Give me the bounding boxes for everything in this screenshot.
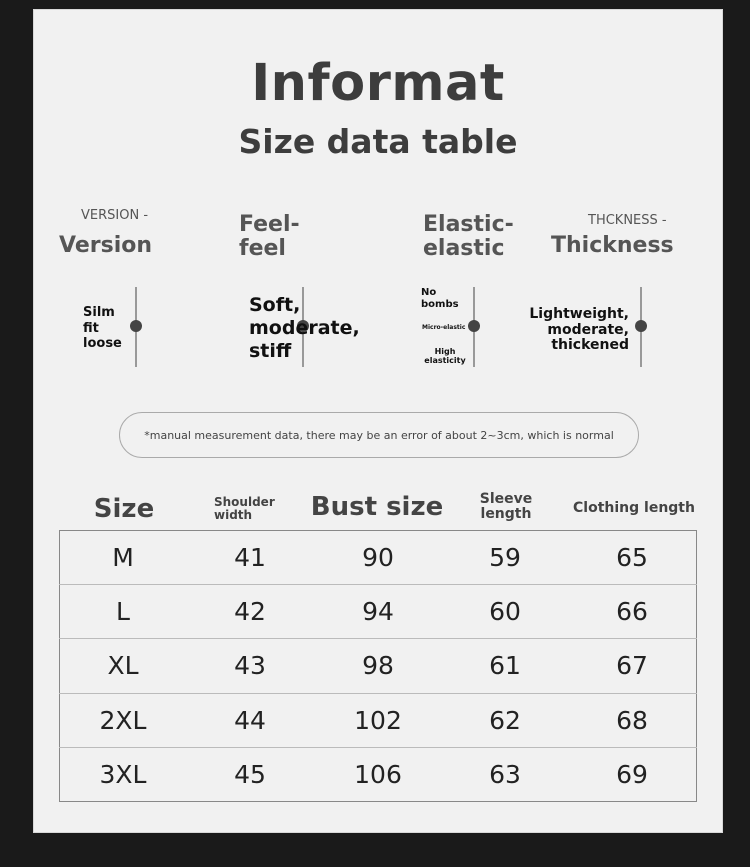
table-cell: 63 bbox=[442, 747, 568, 801]
elastic-scale-dot bbox=[468, 320, 480, 332]
feel-option: stiff bbox=[249, 340, 292, 362]
feel-label: Feel- feel bbox=[239, 212, 300, 261]
table-cell: 61 bbox=[442, 639, 568, 693]
table-cell: 62 bbox=[442, 693, 568, 747]
table-cell: 106 bbox=[314, 747, 442, 801]
table-cell: 42 bbox=[186, 585, 314, 639]
table-cell: 94 bbox=[314, 585, 442, 639]
table-cell: 45 bbox=[186, 747, 314, 801]
table-cell: 66 bbox=[568, 585, 697, 639]
table-row bbox=[60, 585, 697, 639]
table-cell: 59 bbox=[489, 543, 521, 573]
elastic-option: Micro-elastic bbox=[422, 324, 466, 331]
table-cell-size: 2XL bbox=[60, 693, 187, 747]
feel-option: moderate, bbox=[249, 317, 360, 339]
table-cell: 67 bbox=[568, 639, 697, 693]
table-cell-size: XL bbox=[60, 639, 187, 693]
table-row bbox=[60, 531, 697, 585]
header-sleeve-length: Sleeve length bbox=[479, 491, 533, 522]
version-option: Silm bbox=[83, 305, 115, 320]
table-row bbox=[60, 693, 697, 747]
table-row bbox=[60, 747, 697, 801]
size-table bbox=[59, 530, 697, 802]
version-scale-dot bbox=[130, 320, 142, 332]
table-cell: 44 bbox=[186, 693, 314, 747]
thickness-option: moderate, bbox=[547, 322, 629, 338]
header-size: Size bbox=[93, 494, 155, 524]
header-clothing-length: Clothing length bbox=[573, 500, 695, 516]
table-row bbox=[60, 639, 697, 693]
table-cell: 98 bbox=[314, 639, 442, 693]
thickness-label: Thickness bbox=[551, 233, 674, 258]
version-option: loose bbox=[83, 336, 122, 351]
thickness-option: thickened bbox=[551, 337, 629, 353]
header-shoulder-width: Shoulder width bbox=[214, 495, 275, 522]
table-cell: 68 bbox=[568, 693, 697, 747]
table-cell: 102 bbox=[314, 693, 442, 747]
feel-option: Soft, bbox=[249, 294, 301, 316]
table-cell: 90 bbox=[362, 543, 394, 573]
elastic-option: No bombs bbox=[421, 287, 459, 310]
page-title: Informat bbox=[251, 54, 505, 113]
table-cell: 41 bbox=[234, 543, 266, 573]
version-label: Version bbox=[59, 233, 153, 258]
table-cell: 43 bbox=[186, 639, 314, 693]
elastic-option: High elasticity bbox=[424, 347, 466, 365]
table-cell-size: 3XL bbox=[60, 747, 187, 801]
version-small-label: VERSION - bbox=[81, 208, 149, 223]
thickness-option: Lightweight, bbox=[529, 306, 629, 322]
table-cell: 60 bbox=[442, 585, 568, 639]
size-chart-card bbox=[33, 9, 723, 833]
table-cell: 69 bbox=[568, 747, 697, 801]
page-subtitle: Size data table bbox=[238, 122, 518, 161]
thickness-scale-dot bbox=[635, 320, 647, 332]
table-cell-size: L bbox=[60, 585, 187, 639]
version-option: fit bbox=[83, 321, 99, 336]
measurement-note: *manual measurement data, there may be an error of about 2~3cm, which is normal bbox=[119, 412, 639, 458]
thickness-small-label: THCKNESS - bbox=[588, 213, 667, 228]
elastic-label: Elastic- elastic bbox=[423, 212, 514, 261]
header-bust-size: Bust size bbox=[310, 492, 444, 522]
table-cell: 65 bbox=[616, 543, 648, 573]
table-cell-size: M bbox=[112, 543, 134, 573]
